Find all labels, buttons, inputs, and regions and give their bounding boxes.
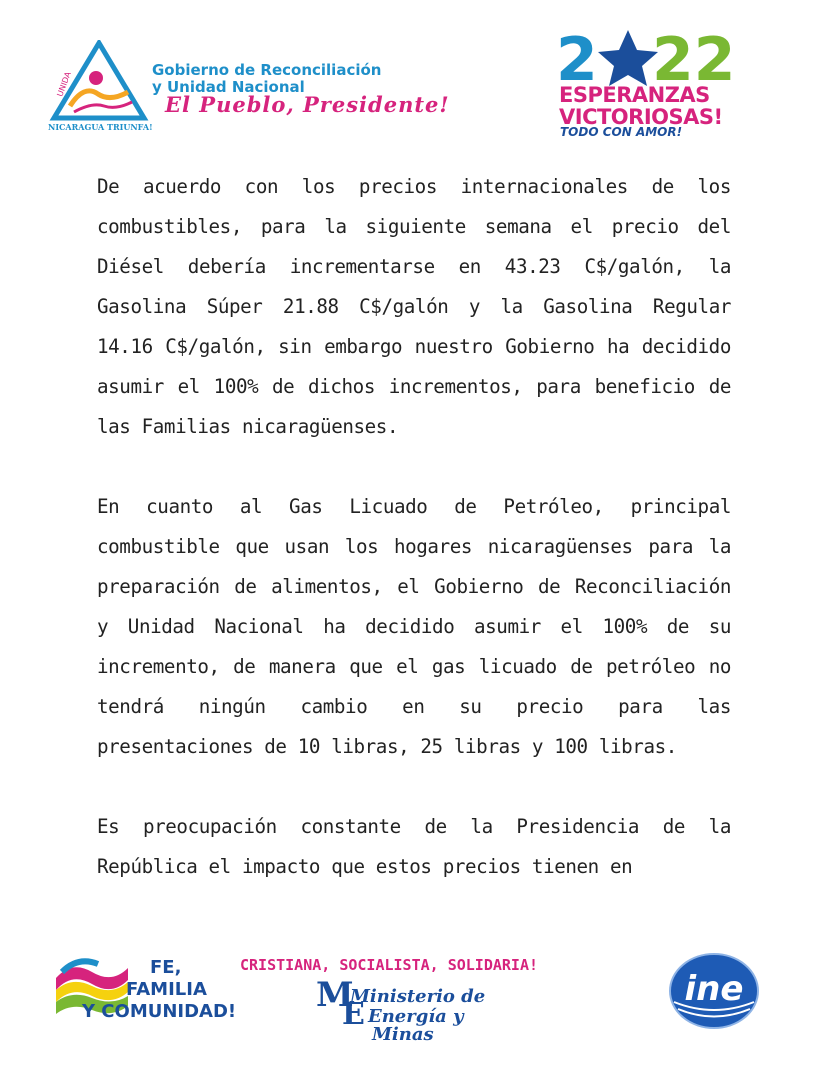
government-title-line1: Gobierno de Reconciliación xyxy=(152,61,382,79)
year-2022-graphic xyxy=(556,30,752,86)
government-title xyxy=(152,62,381,96)
family-slogan-line3: Y COMUNIDAD! xyxy=(82,1001,237,1022)
government-slogan: El Pueblo, Presidente! xyxy=(165,92,450,117)
ministry-line3: Minas xyxy=(372,1024,434,1042)
family-slogan-line2: FAMILIA xyxy=(126,979,207,1000)
svg-text:E: E xyxy=(342,997,365,1032)
year-first-digit: 2 xyxy=(556,30,598,86)
campaign-line1: ESPERANZAS xyxy=(559,83,710,107)
star-icon xyxy=(598,30,658,86)
campaign-2022-logo xyxy=(556,30,752,142)
logo-arc-bottom-text: NICARAGUA TRIUNFA! xyxy=(48,122,153,132)
page-footer xyxy=(0,940,825,1068)
campaign-line3: TODO CON AMOR! xyxy=(560,125,683,139)
government-title-line2: y Unidad Nacional xyxy=(152,78,305,96)
paragraph-1: De acuerdo con los precios internacionales de los combustibles, para la siguiente semana el precio del Diésel debería incrementarse en 43.23 C$/galón, la Gasolina Súper 21.88 C$/galón y la Gasolina Regular 14.16 C$/galón, sin embargo nuestro Gobierno ha decidido asumir el 100% de dichos incrementos, para beneficio de las Familias nicaragüenses. xyxy=(97,175,731,438)
paragraph-2: En cuanto al Gas Licuado de Petróleo, principal combustible que usan los hogares nicaragüenses para la preparación de alimentos, el Gobierno de Reconciliación y Unidad Nacional ha decidido asumir el 100% de su incremento, de manera que el gas licuado de petróleo no tendrá ningún cambio en su precio para las presentaciones de 10 libras, 25 libras y 100 libras. xyxy=(97,495,731,758)
year-last-digits: 22 xyxy=(652,30,736,86)
svg-text:M: M xyxy=(316,980,354,1015)
press-release-body xyxy=(97,167,731,927)
ministry-line2: Energía y xyxy=(368,1006,464,1027)
logo-arc-top-text: UNIDA xyxy=(55,70,73,98)
family-slogan xyxy=(80,957,236,1023)
family-slogan-line1: FE, xyxy=(150,957,182,978)
footer-motto: CRISTIANA, SOCIALISTA, SOLIDARIA! xyxy=(240,956,539,974)
campaign-slogan xyxy=(559,84,723,128)
ministry-energy-mines-logo xyxy=(316,980,540,1042)
paragraph-3: Es preocupación constante de la Presidencia de la República el impacto que estos precios tienen en xyxy=(97,815,731,878)
ine-logo xyxy=(668,952,760,1030)
page-header xyxy=(0,0,825,160)
ministry-line1: Ministerio de xyxy=(350,986,486,1007)
campaign-line2: VICTORIOSAS! xyxy=(559,105,723,129)
government-triangle-logo xyxy=(44,40,154,135)
ine-label: ine xyxy=(684,969,744,1009)
